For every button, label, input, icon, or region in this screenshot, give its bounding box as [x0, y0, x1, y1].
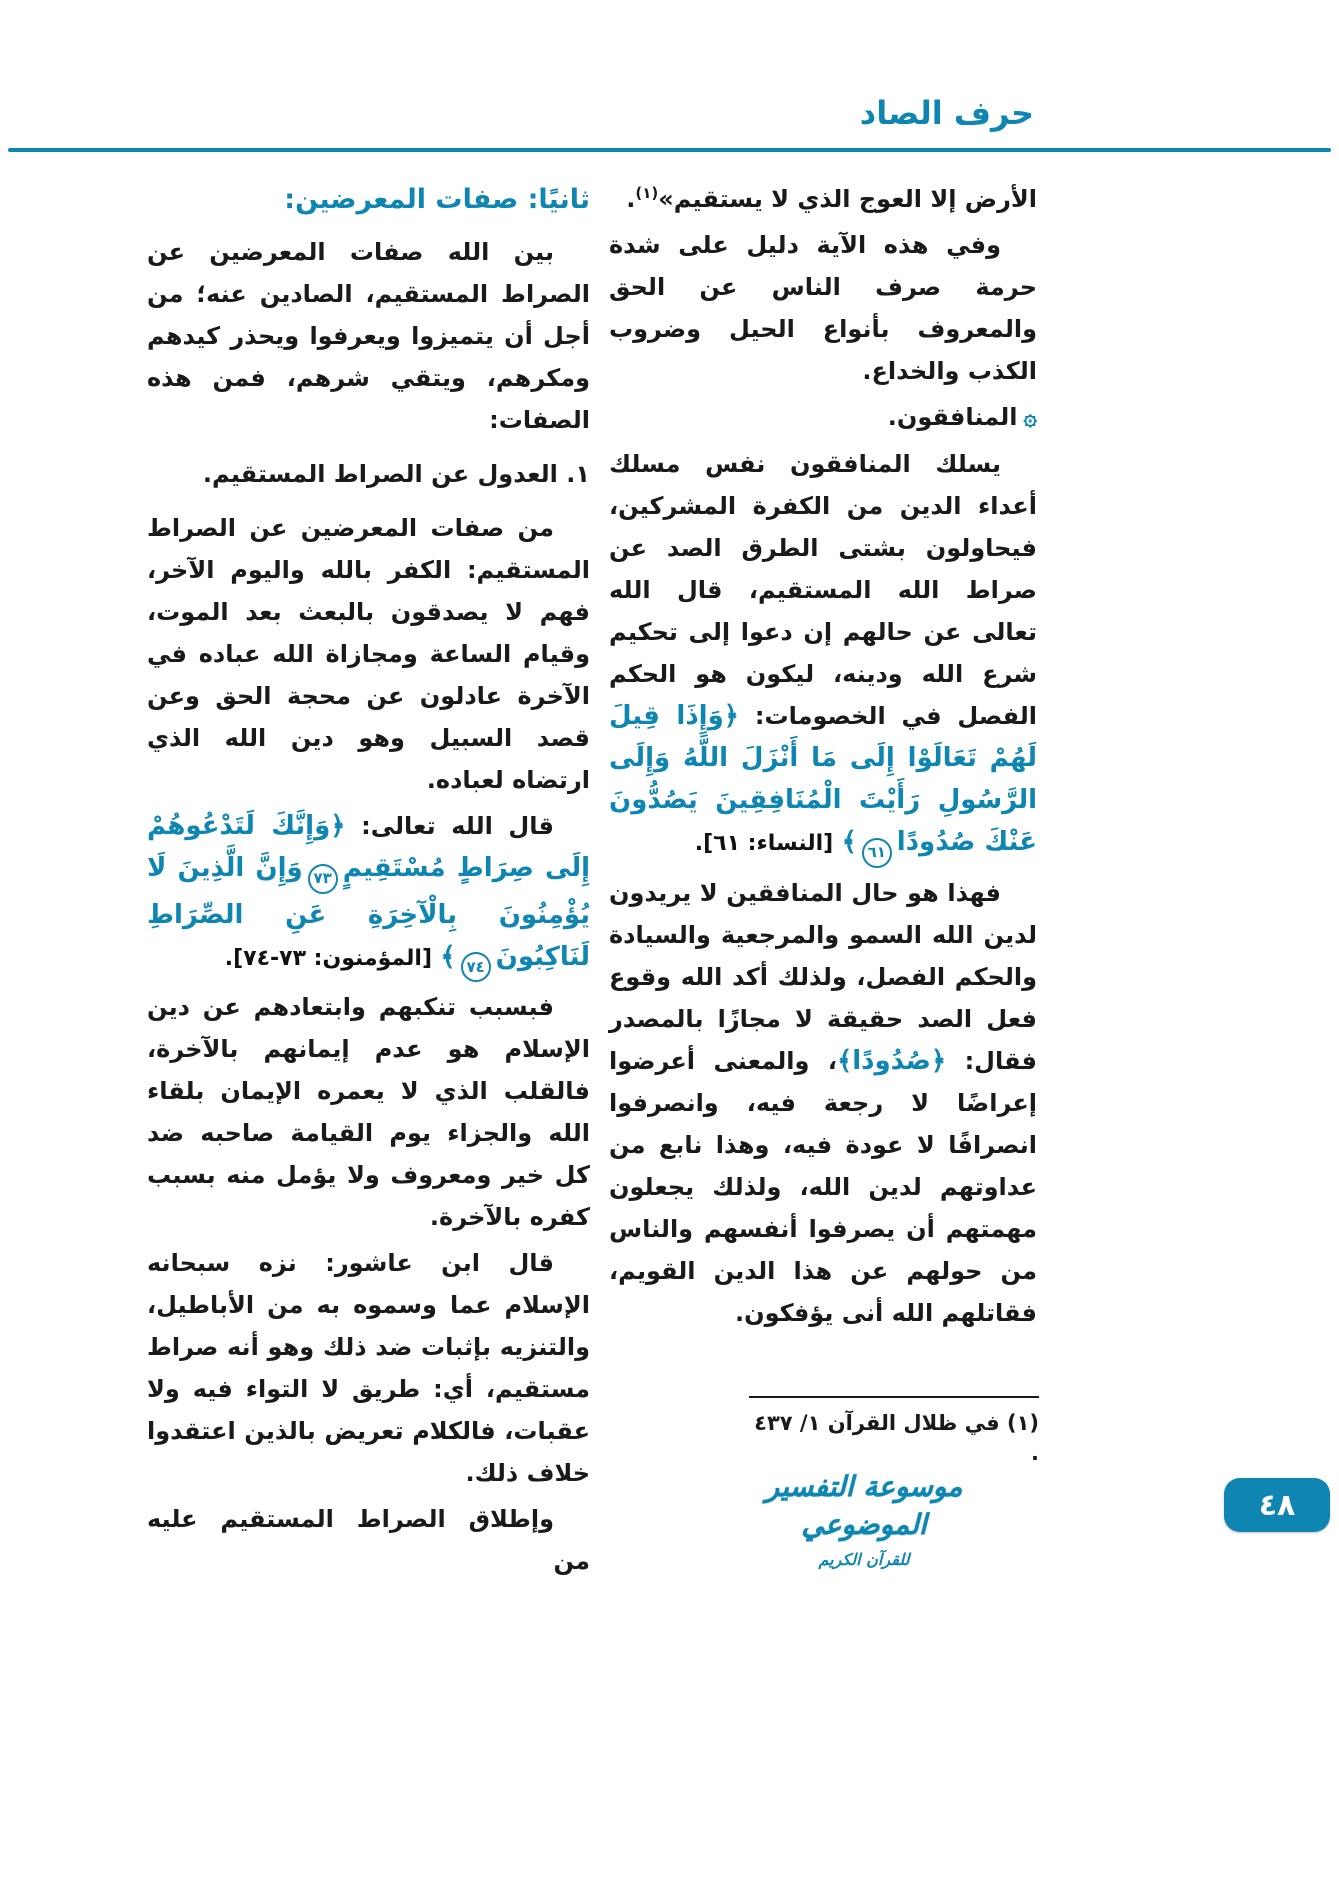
verse-paragraph	[147, 805, 590, 982]
paragraph-text: .	[626, 185, 636, 213]
paragraph	[609, 872, 1037, 1334]
ayah-number-badge: ٦١	[862, 838, 892, 868]
paragraph-text: فهذا هو حال المنافقين لا يريدون لدين الله السمو والمرجعية والسيادة والحكم الفصل، ولذلك أكد الله وقوع فعل الصد حقيقة لا مجازًا بالمصدر فقال:	[609, 878, 1037, 1075]
footnote-text: (١) في ظلال القرآن ١/ ٤٣٧ .	[754, 1411, 1039, 1465]
footnote	[749, 1396, 1039, 1468]
paragraph-text: الأرض إلا العوج الذي لا يستقيم»	[658, 185, 1037, 213]
subheading	[609, 396, 1037, 439]
continuation-paragraph	[609, 178, 1037, 220]
paragraph-text: يسلك المنافقون نفس مسلك أعداء الدين من الكفرة المشركين، فيحاولون بشتى الطرق الصد عن صراط الله المستقيم، قال الله تعالى عن حالهم إن دعوا إلى تحكيم شرع الله ودينه، ليكون هو الحكم الفصل في الخصومات:	[609, 450, 1037, 730]
ayah-number-badge: ٧٤	[461, 952, 491, 982]
paragraph: وإطلاق الصراط المستقيم عليه من	[147, 1505, 590, 1575]
quran-verse: ﴿وَإِنَّكَ لَتَدْعُوهُمْ إِلَى صِرَاطٍ مُسْتَقِيمٍ	[147, 811, 590, 883]
page-number: ٤٨	[1258, 1487, 1296, 1523]
section-title: حرف الصاد	[859, 94, 1034, 132]
subheading-text: المنافقون.	[887, 403, 1018, 431]
section-heading: ثانيًا: صفات المعرضين:	[284, 184, 590, 215]
paragraph-text: قال الله تعالى:	[345, 812, 554, 840]
page-number-badge	[1224, 1478, 1330, 1532]
publisher-emblem	[734, 1468, 994, 1569]
page-content	[147, 178, 1037, 1586]
paragraph: فبسبب تنكبهم وابتعادهم عن دين الإسلام هو عدم إيمانهم بالآخرة، فالقلب الذي لا يعمره الإيمان بلقاء الله والجزاء يوم القيامة صاحبه ضد كل خير ومعروف ولا يؤمل منه بسبب كفره بالآخرة.	[147, 993, 590, 1231]
paragraph-text: ، والمعنى أعرضوا إعراضًا لا رجعة فيه، وانصرفوا انصرافًا لا عودة فيه، وهذا نابع من عداوتهم لدين الله، ولذلك يجعلون مهمتهم أن يصرفوا أنفسهم والناس من حولهم عن هذا الدين القويم، فقاتلهم الله أنى يؤفكون.	[609, 1046, 1037, 1327]
verse-paragraph	[609, 443, 1037, 868]
paragraph: بين الله صفات المعرضين عن الصراط المستقيم، الصادين عنه؛ من أجل أن يتميزوا ويعرفوا ويحذر كيدهم ومكرهم، ويتقي شرهم، فمن هذه الصفات:	[147, 238, 590, 434]
column-left	[147, 178, 590, 1586]
quran-verse-close: ﴾	[440, 941, 456, 972]
paragraph: قال ابن عاشور: نزه سبحانه الإسلام عما وسموه به من الأباطيل، والتنزيه بإثبات ضد ذلك وهو أنه صراط مستقيم، أي: طريق لا التواء فيه ولا عقبات، فالكلام تعريض بالذين اعتقدوا خلاف ذلك.	[147, 1249, 590, 1487]
footnote-marker: (١)	[635, 184, 659, 202]
quran-verse: ﴿صُدُودًا﴾	[837, 1045, 947, 1076]
ayah-number-badge: ٧٣	[308, 864, 338, 894]
publisher-emblem-title: موسوعة التفسير الموضوعي	[765, 1470, 963, 1541]
quran-verse-close: ﴾	[841, 827, 857, 857]
flower-icon: ۞	[1023, 405, 1037, 431]
numbered-item: ١. العدول عن الصراط المستقيم.	[202, 460, 590, 488]
column-right	[609, 178, 1037, 1338]
verse-reference: [المؤمنون: ٧٣-٧٤].	[224, 945, 433, 971]
paragraph: وفي هذه الآية دليل على شدة حرمة صرف الناس عن الحق والمعروف بأنواع الحيل وضروب الكذب والخداع.	[609, 231, 1037, 385]
publisher-emblem-subtitle: للقرآن الكريم	[818, 1550, 910, 1569]
header-rule	[8, 148, 1331, 152]
quran-verse: ﴿وَإِذَا قِيلَ لَهُمْ تَعَالَوْا إِلَى مَا أَنْزَلَ اللَّهُ وَإِلَى الرَّسُولِ رَأَيْتَ الْمُنَافِقِينَ يَصُدُّونَ عَنْكَ صُدُودًا	[609, 701, 1037, 857]
paragraph: من صفات المعرضين عن الصراط المستقيم: الكفر بالله واليوم الآخر، فهم لا يصدقون بالبعث بعد الموت، وقيام الساعة ومجازاة الله عباده في الآخرة عادلون عن محجة الحق وعن قصد السبيل وهو دين الله الذي ارتضاه لعباده.	[147, 514, 590, 794]
verse-reference: [النساء: ٦١].	[694, 831, 834, 856]
quran-verse: وَإِنَّ الَّذِينَ لَا يُؤْمِنُونَ بِالْآخِرَةِ عَنِ الصِّرَاطِ لَنَاكِبُونَ	[147, 853, 590, 972]
